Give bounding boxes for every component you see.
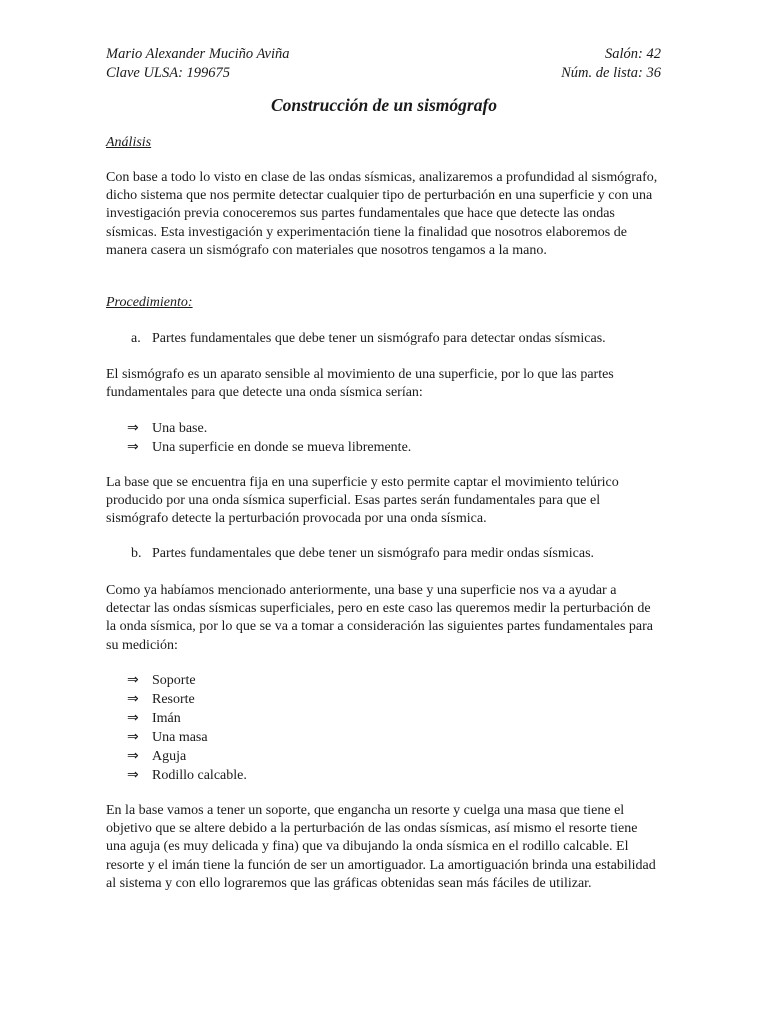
clave-ulsa: Clave ULSA: 199675 — [106, 65, 231, 81]
list-marker-a: a. — [131, 331, 141, 346]
double-arrow-icon: ⇒ — [127, 439, 139, 455]
document-title: Construcción de un sismógrafo — [270, 95, 498, 115]
list-item: ⇒ Una superficie en donde se mueva libremente. — [127, 439, 412, 455]
list-number: Núm. de lista: 36 — [561, 65, 661, 81]
list-item-a-text: Partes fundamentales que debe tener un sismógrafo para detectar ondas sísmicas. — [152, 331, 606, 346]
list-item: ⇒ Soporte — [127, 672, 196, 688]
bullet-list-b — [127, 671, 247, 785]
list-item: ⇒ Resorte — [127, 691, 195, 707]
paragraph-4: En la base vamos a tener un soporte, que engancha un resorte y cuelga una masa que tiene el objetivo que se altere debido a la perturbación de las ondas sísmicas, así mismo el resorte tiene una aguja (es muy delicada y fina) que va dibujando la onda sísmica en el rodillo calcable. El resorte y el imán tiene la función de ser un amortiguador. La amortiguación brinda una estabilidad al sistema y con ello lograremos que las gráficas obtenidas sean más fáciles de utilizar. — [106, 803, 656, 891]
list-item-a — [131, 330, 606, 348]
analisis-paragraph: Con base a todo lo visto en clase de las ondas sísmicas, analizaremos a profundidad al sismógrafo, dicho sistema que nos permite detectar cualquier tipo de perturbación en una superficie y con una investigación previa conoceremos sus partes fundamentales que hace que detecte las ondas sísmicas. Esta investigación y experimentación tiene la finalidad que nosotros elaboremos de manera casera un sismógrafo con materiales que nosotros tengamos a la mano. — [106, 170, 658, 258]
header-line-2 — [106, 64, 661, 82]
paragraph-3: Como ya habíamos mencionado anteriormente, una base y una superficie nos va a ayudar a detectar las ondas sísmicas superficiales, pero en este caso las queremos medir la perturbación de la onda sísmica, por lo que se va a tomar a consideración las siguientes partes fundamentales para su medición: — [106, 583, 653, 653]
bullet-list-a — [127, 419, 411, 457]
double-arrow-icon: ⇒ — [127, 729, 139, 745]
double-arrow-icon: ⇒ — [127, 691, 139, 707]
double-arrow-icon: ⇒ — [127, 420, 139, 436]
double-arrow-icon: ⇒ — [127, 672, 139, 688]
list-item: ⇒ Una base. — [127, 420, 208, 436]
paragraph-2: La base que se encuentra fija en una superficie y esto permite captar el movimiento telúrico producido por una onda sísmica superficial. Esas partes serán fundamentales para que el sismógrafo detecte la perturbación provocada por una onda sísmica. — [106, 475, 619, 527]
author-name: Mario Alexander Muciño Aviña — [106, 46, 290, 62]
double-arrow-icon: ⇒ — [127, 767, 139, 783]
list-item: ⇒ Una masa — [127, 729, 208, 745]
list-item: ⇒ Aguja — [127, 748, 187, 764]
header-line-1 — [106, 45, 661, 63]
list-item: ⇒ Imán — [127, 710, 181, 726]
list-marker-b: b. — [131, 546, 142, 561]
section-heading-procedimiento: Procedimiento: — [106, 295, 193, 310]
double-arrow-icon: ⇒ — [127, 748, 139, 764]
list-item-b-text: Partes fundamentales que debe tener un sismógrafo para medir ondas sísmicas. — [152, 546, 595, 561]
paragraph-1: El sismógrafo es un aparato sensible al movimiento de una superficie, por lo que las partes fundamentales para que detecte una onda sísmica serían: — [106, 367, 614, 401]
section-heading-analisis: Análisis — [106, 135, 152, 150]
double-arrow-icon: ⇒ — [127, 710, 139, 726]
list-item-b — [131, 545, 594, 563]
list-item: ⇒ Rodillo calcable. — [127, 767, 247, 783]
salon-number: Salón: 42 — [605, 46, 661, 62]
